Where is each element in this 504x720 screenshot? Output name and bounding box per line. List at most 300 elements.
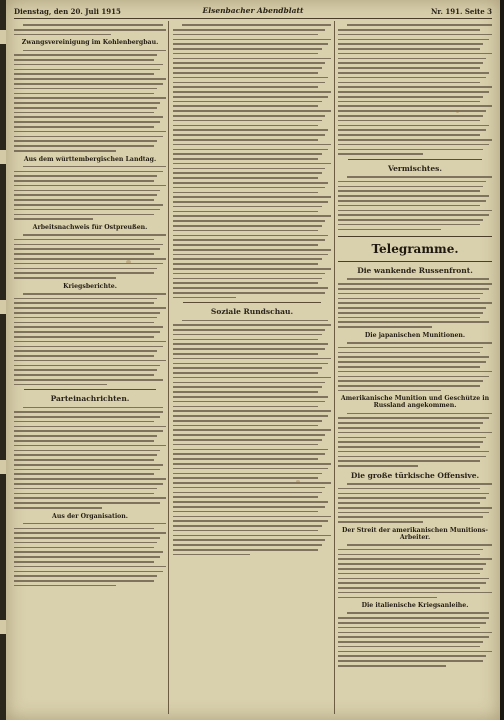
text-line bbox=[182, 24, 331, 26]
text-line bbox=[173, 187, 325, 189]
text-line bbox=[14, 326, 163, 328]
text-line bbox=[173, 206, 322, 208]
text-block bbox=[338, 612, 492, 666]
text-line bbox=[173, 410, 331, 412]
text-line bbox=[173, 254, 328, 256]
text-line bbox=[338, 219, 483, 221]
text-line bbox=[14, 199, 154, 201]
text-line bbox=[173, 477, 318, 479]
text-block bbox=[173, 320, 331, 556]
text-line bbox=[338, 105, 492, 107]
text-block bbox=[14, 166, 166, 220]
text-block bbox=[14, 293, 166, 385]
text-line bbox=[338, 82, 480, 84]
text-line bbox=[338, 115, 483, 117]
text-line bbox=[347, 342, 492, 344]
text-line bbox=[14, 218, 93, 220]
text-line bbox=[14, 488, 157, 490]
text-line bbox=[338, 460, 480, 462]
text-line bbox=[173, 415, 328, 417]
text-line bbox=[14, 483, 163, 485]
text-line bbox=[338, 573, 480, 575]
text-line bbox=[14, 473, 154, 475]
text-line bbox=[173, 101, 322, 103]
text-line bbox=[173, 201, 328, 203]
text-line bbox=[14, 112, 154, 114]
text-line bbox=[338, 134, 480, 136]
text-line bbox=[338, 110, 486, 112]
text-line bbox=[338, 516, 483, 518]
text-block bbox=[14, 523, 166, 587]
text-line bbox=[173, 539, 325, 541]
text-line bbox=[173, 449, 328, 451]
text-line bbox=[338, 129, 486, 131]
text-line bbox=[14, 214, 154, 216]
text-line bbox=[14, 421, 154, 423]
text-line bbox=[14, 131, 166, 133]
text-line bbox=[173, 363, 328, 365]
text-line bbox=[338, 563, 486, 565]
text-line bbox=[338, 48, 480, 50]
text-line bbox=[14, 532, 166, 534]
text-line bbox=[338, 380, 483, 382]
section-heading: Soziale Rundschau. bbox=[210, 307, 294, 317]
article-heading: Amerikanische Munition und Geschütze in Russland angekommen. bbox=[340, 395, 490, 410]
section-divider bbox=[24, 389, 156, 390]
text-line bbox=[14, 180, 154, 182]
text-line bbox=[14, 365, 160, 367]
text-line bbox=[173, 520, 328, 522]
text-line bbox=[338, 493, 489, 495]
text-line bbox=[338, 432, 492, 434]
text-line bbox=[338, 617, 489, 619]
article-heading: Die italienische Kriegsanleihe. bbox=[361, 602, 469, 610]
article-heading: Die wankende Russenfront. bbox=[357, 266, 473, 276]
text-line bbox=[338, 101, 480, 103]
text-line bbox=[14, 360, 166, 362]
text-line bbox=[173, 492, 322, 494]
text-line bbox=[14, 194, 157, 196]
text-line bbox=[173, 473, 322, 475]
text-line bbox=[338, 149, 483, 151]
text-line bbox=[173, 263, 318, 265]
text-line bbox=[14, 150, 116, 152]
article-heading: Die große türkische Offensive. bbox=[350, 470, 480, 480]
text-line bbox=[338, 125, 489, 127]
text-line bbox=[14, 537, 160, 539]
text-line bbox=[173, 249, 331, 251]
text-block bbox=[14, 234, 166, 279]
header-page-number: Nr. 191. Seite 3 bbox=[431, 7, 492, 16]
text-line bbox=[338, 451, 489, 453]
text-line bbox=[338, 62, 483, 64]
text-line bbox=[338, 86, 492, 88]
text-line bbox=[338, 446, 480, 448]
text-line bbox=[173, 324, 331, 326]
text-line bbox=[14, 336, 154, 338]
text-line bbox=[14, 478, 166, 480]
text-line bbox=[173, 244, 318, 246]
text-line bbox=[173, 429, 331, 431]
text-line bbox=[173, 343, 328, 345]
text-line bbox=[173, 353, 318, 355]
text-line bbox=[14, 580, 154, 582]
text-line bbox=[173, 53, 318, 55]
text-line bbox=[182, 320, 327, 322]
text-line bbox=[173, 29, 325, 31]
text-line bbox=[338, 200, 486, 202]
text-line bbox=[173, 172, 322, 174]
text-line bbox=[338, 39, 489, 41]
text-line bbox=[173, 144, 331, 146]
text-line bbox=[14, 464, 163, 466]
text-line bbox=[173, 453, 325, 455]
text-line bbox=[338, 96, 483, 98]
text-line bbox=[338, 312, 483, 314]
text-line bbox=[173, 211, 318, 213]
text-line bbox=[347, 483, 492, 485]
text-block bbox=[14, 407, 166, 509]
text-line bbox=[14, 185, 166, 187]
text-line bbox=[14, 34, 111, 36]
column-rule bbox=[168, 21, 169, 714]
text-line bbox=[173, 125, 318, 127]
text-line bbox=[338, 298, 480, 300]
text-line bbox=[173, 182, 328, 184]
text-line bbox=[14, 450, 160, 452]
text-line bbox=[338, 229, 441, 231]
text-line bbox=[14, 551, 163, 553]
text-line bbox=[173, 297, 236, 299]
text-line bbox=[338, 488, 480, 490]
text-line bbox=[23, 234, 166, 236]
text-line bbox=[173, 158, 318, 160]
text-line bbox=[14, 258, 166, 260]
text-line bbox=[14, 322, 154, 324]
text-line bbox=[338, 465, 418, 467]
text-line bbox=[173, 420, 322, 422]
text-line bbox=[173, 86, 318, 88]
text-line bbox=[173, 177, 318, 179]
text-line bbox=[173, 239, 325, 241]
text-line bbox=[173, 48, 322, 50]
text-line bbox=[173, 220, 325, 222]
text-line bbox=[347, 544, 492, 546]
text-line bbox=[173, 62, 325, 64]
text-line bbox=[173, 115, 325, 117]
text-line bbox=[173, 339, 318, 341]
text-line bbox=[173, 367, 322, 369]
text-line bbox=[338, 139, 492, 141]
text-line bbox=[14, 88, 157, 90]
text-line bbox=[14, 585, 116, 587]
column-rule bbox=[334, 21, 335, 714]
text-line bbox=[338, 632, 492, 634]
text-line bbox=[338, 190, 480, 192]
text-line bbox=[173, 139, 318, 141]
text-line bbox=[14, 97, 166, 99]
text-line bbox=[338, 646, 480, 648]
text-line bbox=[173, 525, 322, 527]
text-line bbox=[14, 302, 154, 304]
text-line bbox=[173, 506, 325, 508]
text-line bbox=[14, 209, 160, 211]
text-line bbox=[338, 153, 423, 155]
text-line bbox=[14, 528, 154, 530]
text-line bbox=[173, 129, 328, 131]
text-line bbox=[338, 214, 489, 216]
text-line bbox=[173, 468, 328, 470]
text-line bbox=[173, 282, 318, 284]
text-line bbox=[173, 278, 322, 280]
text-line bbox=[338, 77, 486, 79]
text-line bbox=[173, 425, 318, 427]
text-line bbox=[338, 641, 483, 643]
text-line bbox=[338, 376, 489, 378]
text-line bbox=[338, 361, 486, 363]
text-line bbox=[173, 544, 322, 546]
text-line bbox=[14, 272, 154, 274]
text-line bbox=[14, 435, 157, 437]
text-line bbox=[173, 516, 331, 518]
text-line bbox=[23, 24, 163, 26]
text-block bbox=[14, 50, 166, 152]
text-line bbox=[14, 556, 160, 558]
text-line bbox=[338, 521, 423, 523]
text-line bbox=[14, 374, 154, 376]
text-line bbox=[347, 24, 492, 26]
text-line bbox=[14, 493, 154, 495]
text-line bbox=[14, 416, 160, 418]
text-line bbox=[338, 427, 480, 429]
text-line bbox=[173, 487, 325, 489]
text-line bbox=[338, 627, 480, 629]
text-line bbox=[23, 166, 166, 168]
text-line bbox=[338, 582, 486, 584]
text-line bbox=[173, 292, 325, 294]
text-line bbox=[347, 413, 492, 415]
text-line bbox=[14, 469, 160, 471]
text-line bbox=[338, 578, 489, 580]
text-block bbox=[338, 24, 492, 155]
text-block bbox=[173, 24, 331, 298]
text-line bbox=[338, 144, 489, 146]
text-line bbox=[14, 566, 166, 568]
text-line bbox=[338, 205, 480, 207]
text-line bbox=[338, 356, 489, 358]
header-rule bbox=[14, 18, 492, 19]
text-line bbox=[14, 571, 163, 573]
paper-stain bbox=[126, 260, 131, 264]
text-line bbox=[173, 77, 328, 79]
text-line bbox=[14, 145, 154, 147]
text-line bbox=[338, 558, 492, 560]
text-line bbox=[338, 385, 480, 387]
text-line bbox=[338, 195, 489, 197]
text-line bbox=[338, 665, 446, 667]
text-line bbox=[14, 248, 160, 250]
text-line bbox=[173, 58, 331, 60]
text-line bbox=[347, 612, 489, 614]
text-line bbox=[173, 196, 331, 198]
text-line bbox=[14, 298, 157, 300]
article-heading: Die japanischen Munitionen. bbox=[364, 331, 466, 339]
text-line bbox=[338, 622, 486, 624]
text-line bbox=[173, 482, 331, 484]
text-line bbox=[173, 67, 322, 69]
text-line bbox=[14, 312, 160, 314]
text-line bbox=[173, 72, 318, 74]
text-line bbox=[14, 29, 166, 31]
text-block bbox=[14, 24, 166, 35]
text-block bbox=[338, 413, 492, 467]
text-line bbox=[14, 561, 154, 563]
text-line bbox=[14, 307, 166, 309]
article-heading: Aus der Organisation. bbox=[52, 512, 128, 520]
text-line bbox=[173, 444, 318, 446]
text-line bbox=[347, 278, 489, 280]
text-line bbox=[173, 105, 318, 107]
text-line bbox=[14, 277, 116, 279]
text-line bbox=[14, 542, 157, 544]
text-line bbox=[14, 253, 154, 255]
text-line bbox=[173, 434, 325, 436]
text-line bbox=[338, 497, 486, 499]
article-heading: Der Streit der amerikanischen Munitions-Arbeiter. bbox=[342, 526, 488, 541]
text-line bbox=[14, 171, 163, 173]
text-line bbox=[173, 43, 328, 45]
text-line bbox=[14, 78, 166, 80]
text-line bbox=[338, 224, 480, 226]
text-line bbox=[173, 192, 318, 194]
text-line bbox=[14, 102, 160, 104]
text-line bbox=[338, 366, 480, 368]
text-line bbox=[338, 181, 486, 183]
text-line bbox=[338, 422, 483, 424]
text-line bbox=[14, 440, 154, 442]
text-block bbox=[338, 544, 492, 598]
text-line bbox=[23, 523, 166, 525]
text-line bbox=[338, 502, 480, 504]
text-line bbox=[14, 116, 163, 118]
text-line bbox=[338, 321, 489, 323]
header-title: Elsenbacher Abendblatt bbox=[202, 6, 304, 15]
page-header bbox=[14, 4, 492, 18]
text-line bbox=[338, 186, 483, 188]
section-heading: Parteinachrichten. bbox=[50, 394, 130, 404]
text-line bbox=[338, 29, 480, 31]
text-line bbox=[173, 501, 328, 503]
text-line bbox=[338, 655, 486, 657]
text-line bbox=[338, 283, 492, 285]
text-line bbox=[338, 636, 489, 638]
text-line bbox=[14, 454, 157, 456]
text-line bbox=[338, 371, 492, 373]
text-line bbox=[173, 334, 322, 336]
text-line bbox=[173, 391, 318, 393]
text-line bbox=[14, 379, 163, 381]
text-line bbox=[14, 369, 157, 371]
text-line bbox=[173, 39, 331, 41]
text-line bbox=[14, 93, 154, 95]
text-line bbox=[338, 317, 480, 319]
text-line bbox=[173, 549, 318, 551]
text-line bbox=[14, 384, 107, 386]
text-line bbox=[14, 140, 157, 142]
text-line bbox=[173, 458, 318, 460]
text-line bbox=[173, 406, 318, 408]
text-line bbox=[173, 535, 331, 537]
text-line bbox=[173, 463, 331, 465]
text-line bbox=[338, 347, 483, 349]
text-line bbox=[173, 134, 325, 136]
text-line bbox=[173, 511, 318, 513]
text-line bbox=[173, 163, 331, 165]
text-line bbox=[173, 273, 325, 275]
text-line bbox=[14, 175, 157, 177]
text-line bbox=[14, 121, 160, 123]
text-line bbox=[173, 235, 328, 237]
text-line bbox=[14, 411, 163, 413]
text-line bbox=[14, 502, 160, 504]
text-line bbox=[14, 73, 154, 75]
text-line bbox=[173, 377, 331, 379]
text-line bbox=[173, 358, 331, 360]
text-line bbox=[14, 126, 154, 128]
text-line bbox=[338, 288, 489, 290]
text-line bbox=[338, 512, 489, 514]
text-line bbox=[173, 120, 322, 122]
text-line bbox=[338, 53, 492, 55]
text-line bbox=[338, 390, 441, 392]
text-line bbox=[173, 268, 331, 270]
text-line bbox=[14, 459, 154, 461]
text-line bbox=[338, 417, 489, 419]
article-heading: Zwangsvereinigung im Kohlenbergbau. bbox=[21, 39, 159, 47]
text-line bbox=[173, 110, 331, 112]
text-line bbox=[14, 547, 154, 549]
text-line bbox=[14, 64, 163, 66]
text-line bbox=[173, 153, 322, 155]
text-line bbox=[338, 91, 489, 93]
text-line bbox=[14, 136, 163, 138]
text-line bbox=[338, 592, 492, 594]
text-line bbox=[14, 341, 166, 343]
text-line bbox=[173, 149, 328, 151]
text-line bbox=[338, 456, 486, 458]
text-line bbox=[14, 107, 157, 109]
text-line bbox=[23, 407, 163, 409]
text-line bbox=[173, 91, 331, 93]
text-line bbox=[14, 239, 154, 241]
text-line bbox=[173, 348, 325, 350]
text-line bbox=[14, 575, 157, 577]
text-line bbox=[14, 445, 166, 447]
text-line bbox=[173, 401, 325, 403]
text-line bbox=[338, 120, 480, 122]
text-line bbox=[14, 59, 154, 61]
text-line bbox=[338, 210, 492, 212]
text-line bbox=[173, 386, 322, 388]
column-right bbox=[338, 21, 492, 714]
text-line bbox=[14, 331, 160, 333]
text-line bbox=[173, 34, 318, 36]
text-line bbox=[173, 96, 328, 98]
text-line bbox=[338, 660, 483, 662]
text-line bbox=[338, 72, 489, 74]
section-heading: Vermischtes. bbox=[388, 163, 442, 173]
text-line bbox=[14, 69, 160, 71]
